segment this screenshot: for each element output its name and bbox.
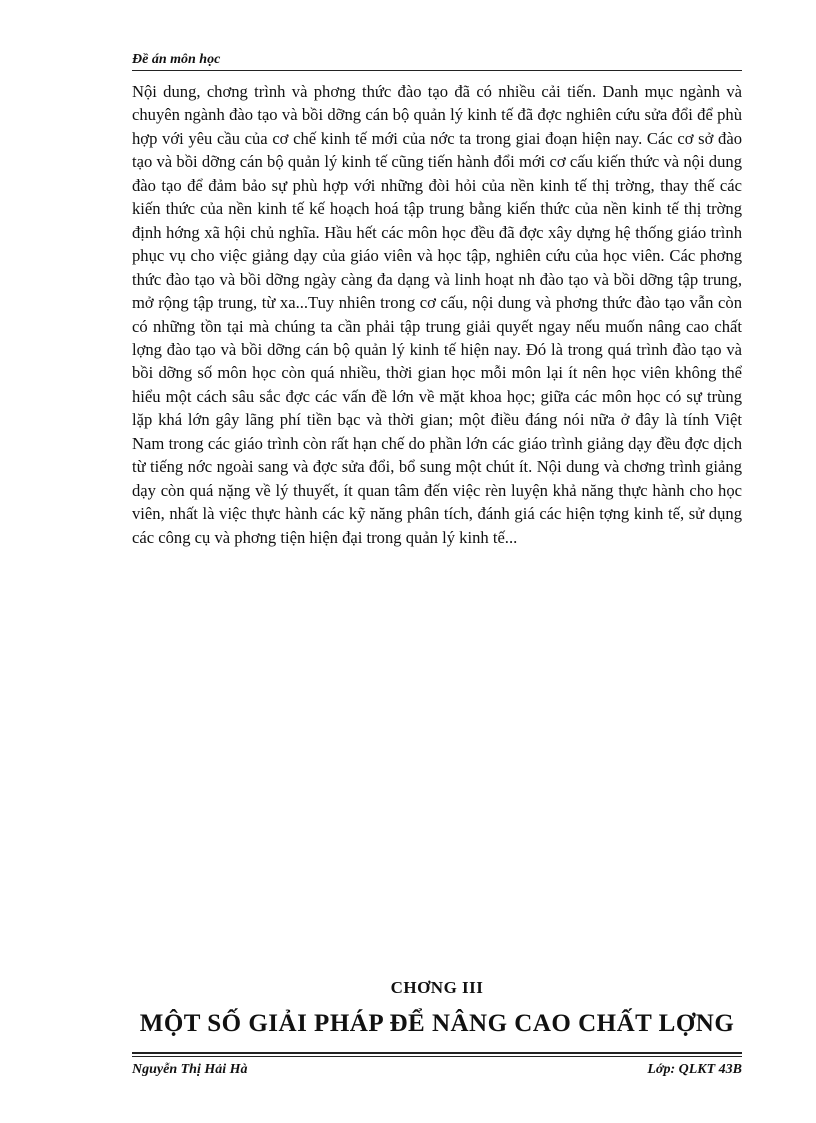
chapter-title: MỘT SỐ GIẢI PHÁP ĐỂ NÂNG CAO CHẤT LỢNG	[139, 1010, 735, 1037]
body-paragraph: Nội dung, chơng trình và phơng thức đào tạo đã có nhiều cải tiến. Danh mục ngành và chuyên ngành đào tạo và bồi dỡng cán bộ quản lý kinh tế đã đợc nghiên cứu sửa đổi để phù hợp với yêu cầu của cơ chế kinh tế mới của nớc ta trong giai đoạn hiện nay. Các cơ sở đào tạo và bồi dỡng cán bộ quản lý kinh tế cũng tiến hành đổi mới cơ cấu kiến thức và nội dung đào tạo để đảm bảo sự phù hợp với những đòi hỏi của nền kinh tế thị trờng, thay thế các kiến thức của nền kinh tế kế hoạch hoá tập trung bằng kiến thức của nền kinh tế thị trờng định hớng xã hội chủ nghĩa. Hầu hết các môn học đều đã đợc xây dựng hệ thống giáo trình phục vụ cho việc giảng dạy của giáo viên và học tập, nghiên cứu của học viên. Các phơng thức đào tạo và bồi dỡng ngày càng đa dạng và linh hoạt nh đào tạo và bồi dỡng tập trung, mở rộng tập trung, từ xa...Tuy nhiên trong cơ cấu, nội dung và phơng thức đào tạo vẫn còn có những tồn tại mà chúng ta cần phải tập trung giải quyết ngay nếu muốn nâng cao chất lợng đào tạo và bồi dỡng cán bộ quản lý kinh tế hiện nay. Đó là trong quá trình đào tạo và bồi dỡng số môn học còn quá nhiều, thời gian học mỗi môn lại ít nên học viên không thể hiểu một cách sâu sắc đợc các vấn đề lớn về mặt khoa học; giữa các môn học có sự trùng lặp khá lớn gây lãng phí tiền bạc và thời gian; một điều đáng nói nữa ở đây là tính Việt Nam trong các giáo trình còn rất hạn chế do phần lớn các giáo trình giảng dạy đều đợc dịch từ tiếng nớc ngoài sang và đợc sửa đổi, bổ sung một chút ít. Nội dung và chơng trình giảng dạy còn quá nặng về lý thuyết, ít quan tâm đến việc rèn luyện khả năng thực hành cho học viên, nhất là việc thực hành các kỹ năng phân tích, đánh giá các hiện tợng kinh tế, sử dụng các công cụ và phơng tiện hiện đại trong quản lý kinh tế...	[132, 82, 742, 547]
body-paragraph-block	[132, 80, 742, 549]
footer-class: Lớp: QLKT 43B	[647, 1062, 742, 1077]
footer-rule	[132, 1052, 742, 1054]
page-header	[132, 52, 742, 71]
header-title: Đề án môn học	[132, 52, 221, 67]
footer-author: Nguyễn Thị Hải Hà	[132, 1062, 248, 1077]
chapter-number: CHƠNG III	[390, 978, 484, 997]
footer-rule-thin	[132, 1056, 742, 1057]
